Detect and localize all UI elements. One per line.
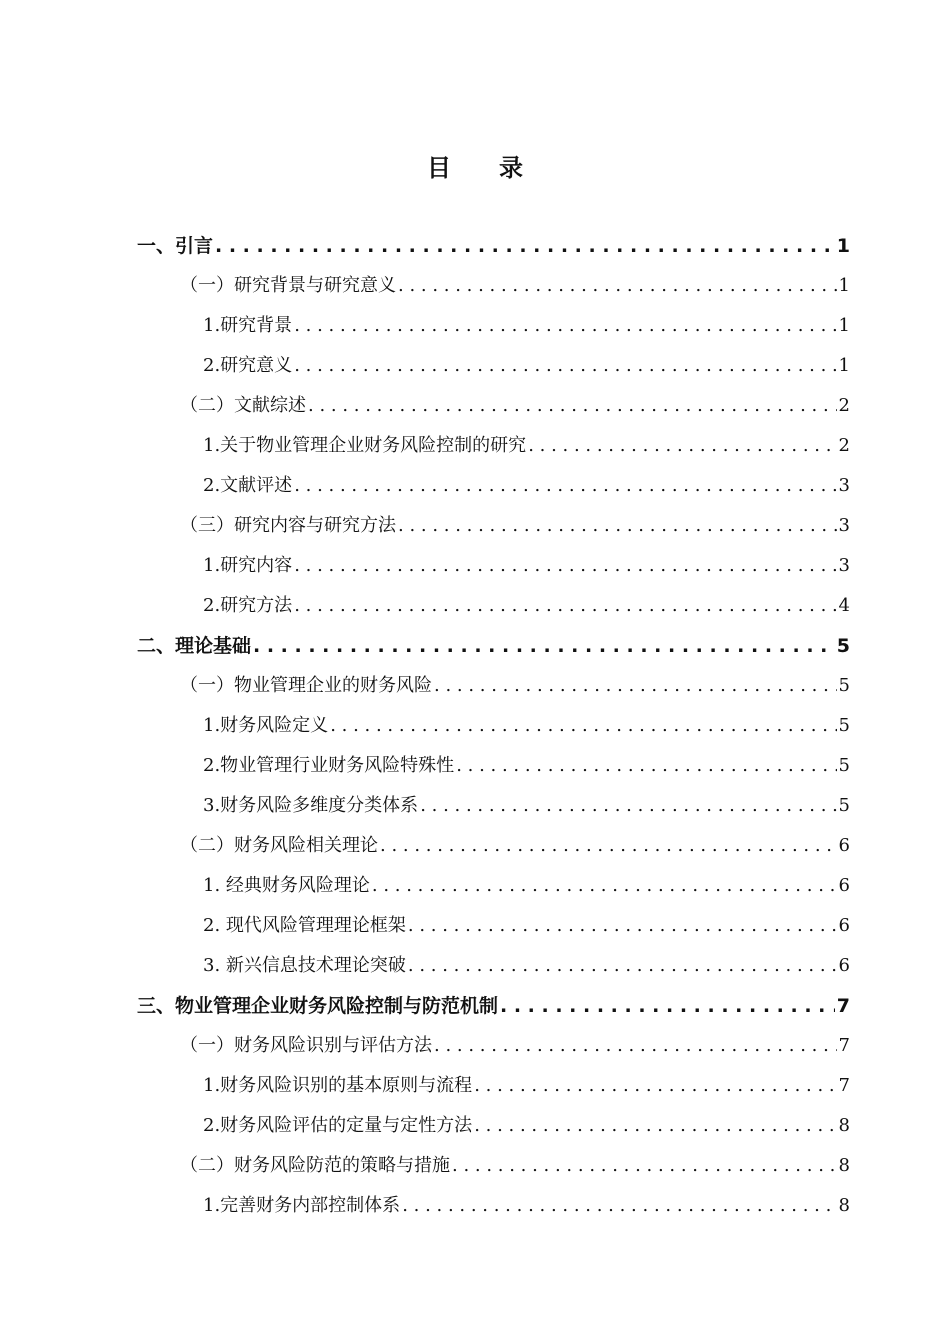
toc-entry-level-2[interactable] [0, 506, 950, 546]
toc-entry-text: 1. 经典财务风险理论 [203, 875, 370, 896]
toc-entry-page-number: 5 [838, 675, 850, 696]
toc-entry-page-number: 8 [838, 1115, 850, 1136]
toc-entry-level-3[interactable] [0, 746, 950, 786]
toc-entry-text: 2.财务风险评估的定量与定性方法 [203, 1115, 473, 1136]
dot-leader [528, 426, 836, 466]
toc-entry-level-1[interactable] [0, 226, 950, 266]
toc-entry-level-2[interactable] [0, 386, 950, 426]
toc-entry-page-number: 7 [838, 1035, 850, 1056]
toc-entry-page-number: 5 [836, 635, 850, 657]
toc-entry-text: 一、引言 [137, 235, 214, 257]
toc-entry-page-number: 6 [838, 955, 850, 976]
toc-entry-text: 3.财务风险多维度分类体系 [203, 795, 419, 816]
dot-leader [434, 1026, 837, 1066]
dot-leader [215, 226, 835, 266]
dot-leader [456, 746, 836, 786]
toc-entry-text: 二、理论基础 [137, 635, 252, 657]
toc-entry-level-3[interactable] [0, 1066, 950, 1106]
toc-entry-text: 1.研究内容 [203, 555, 293, 576]
toc-entry-page-number: 2 [838, 435, 850, 456]
toc-entry-page-number: 3 [838, 515, 850, 536]
toc-title [0, 148, 950, 183]
toc-entry-page-number: 5 [838, 715, 850, 736]
dot-leader [294, 466, 836, 506]
dot-leader [474, 1106, 836, 1146]
toc-entry-level-1[interactable] [0, 986, 950, 1026]
toc-entry-level-2[interactable] [0, 266, 950, 306]
toc-entry-level-2[interactable] [0, 1146, 950, 1186]
toc-entry-text: 1.财务风险定义 [203, 715, 329, 736]
toc-entry-text: （一）财务风险识别与评估方法 [180, 1035, 432, 1056]
toc-entry-text: 2. 现代风险管理理论框架 [203, 915, 406, 936]
dot-leader [474, 1066, 836, 1106]
dot-leader [398, 266, 837, 306]
dot-leader [253, 626, 835, 666]
toc-entry-page-number: 1 [838, 275, 850, 296]
toc-entry-text: 2.研究方法 [203, 595, 293, 616]
toc-entry-text: 三、物业管理企业财务风险控制与防范机制 [137, 995, 499, 1017]
toc-entry-page-number: 3 [838, 555, 850, 576]
toc-entry-level-2[interactable] [0, 1026, 950, 1066]
toc-entry-level-3[interactable] [0, 546, 950, 586]
toc-entry-level-3[interactable] [0, 586, 950, 626]
dot-leader [408, 906, 837, 946]
toc-entry-page-number: 7 [836, 995, 850, 1017]
toc-entry-text: 2.研究意义 [203, 355, 293, 376]
toc-entry-page-number: 8 [838, 1195, 850, 1216]
toc-entry-page-number: 4 [838, 595, 850, 616]
toc-entry-text: 2.文献评述 [203, 475, 293, 496]
toc-entry-level-3[interactable] [0, 1106, 950, 1146]
toc-entry-text: 1.财务风险识别的基本原则与流程 [203, 1075, 473, 1096]
dot-leader [294, 546, 836, 586]
dot-leader [330, 706, 836, 746]
toc-entry-page-number: 3 [838, 475, 850, 496]
dot-leader [398, 506, 837, 546]
toc-entry-page-number: 2 [838, 395, 850, 416]
toc-entry-page-number: 1 [836, 235, 850, 257]
toc-entry-page-number: 1 [838, 355, 850, 376]
toc-entry-level-3[interactable] [0, 786, 950, 826]
toc-entry-level-3[interactable] [0, 866, 950, 906]
toc-entry-page-number: 6 [838, 875, 850, 896]
toc-title-part1: 目 [427, 154, 451, 182]
toc-entry-text: （二）文献综述 [180, 395, 306, 416]
toc-entry-page-number: 6 [838, 835, 850, 856]
dot-leader [452, 1146, 837, 1186]
dot-leader [380, 826, 837, 866]
toc-entry-level-3[interactable] [0, 306, 950, 346]
toc-entry-level-3[interactable] [0, 906, 950, 946]
toc-entry-level-2[interactable] [0, 826, 950, 866]
toc-entry-text: （一）物业管理企业的财务风险 [180, 675, 432, 696]
toc-entry-text: （二）财务风险相关理论 [180, 835, 378, 856]
toc-entry-text: （三）研究内容与研究方法 [180, 515, 396, 536]
toc-entry-page-number: 1 [838, 315, 850, 336]
dot-leader [308, 386, 837, 426]
toc-entry-level-3[interactable] [0, 466, 950, 506]
toc-entry-page-number: 5 [838, 795, 850, 816]
dot-leader [402, 1186, 836, 1226]
toc-entry-level-3[interactable] [0, 706, 950, 746]
toc-entry-text: 1.研究背景 [203, 315, 293, 336]
toc-entry-text: 2.物业管理行业财务风险特殊性 [203, 755, 455, 776]
dot-leader [294, 306, 836, 346]
dot-leader [500, 986, 835, 1026]
toc-entry-text: （二）财务风险防范的策略与措施 [180, 1155, 450, 1176]
dot-leader [294, 586, 836, 626]
table-of-contents [0, 226, 950, 1226]
dot-leader [408, 946, 837, 986]
toc-entry-page-number: 5 [838, 755, 850, 776]
toc-entry-text: （一）研究背景与研究意义 [180, 275, 396, 296]
dot-leader [420, 786, 836, 826]
dot-leader [372, 866, 837, 906]
toc-entry-level-2[interactable] [0, 666, 950, 706]
dot-leader [294, 346, 836, 386]
toc-entry-page-number: 8 [838, 1155, 850, 1176]
toc-entry-text: 3. 新兴信息技术理论突破 [203, 955, 406, 976]
toc-entry-level-3[interactable] [0, 946, 950, 986]
toc-entry-page-number: 7 [838, 1075, 850, 1096]
toc-title-part2: 录 [499, 154, 523, 182]
toc-entry-level-3[interactable] [0, 346, 950, 386]
toc-entry-level-3[interactable] [0, 426, 950, 466]
toc-entry-level-1[interactable] [0, 626, 950, 666]
toc-entry-level-3[interactable] [0, 1186, 950, 1226]
toc-entry-page-number: 6 [838, 915, 850, 936]
dot-leader [434, 666, 837, 706]
toc-entry-text: 1.完善财务内部控制体系 [203, 1195, 401, 1216]
toc-entry-text: 1.关于物业管理企业财务风险控制的研究 [203, 435, 527, 456]
